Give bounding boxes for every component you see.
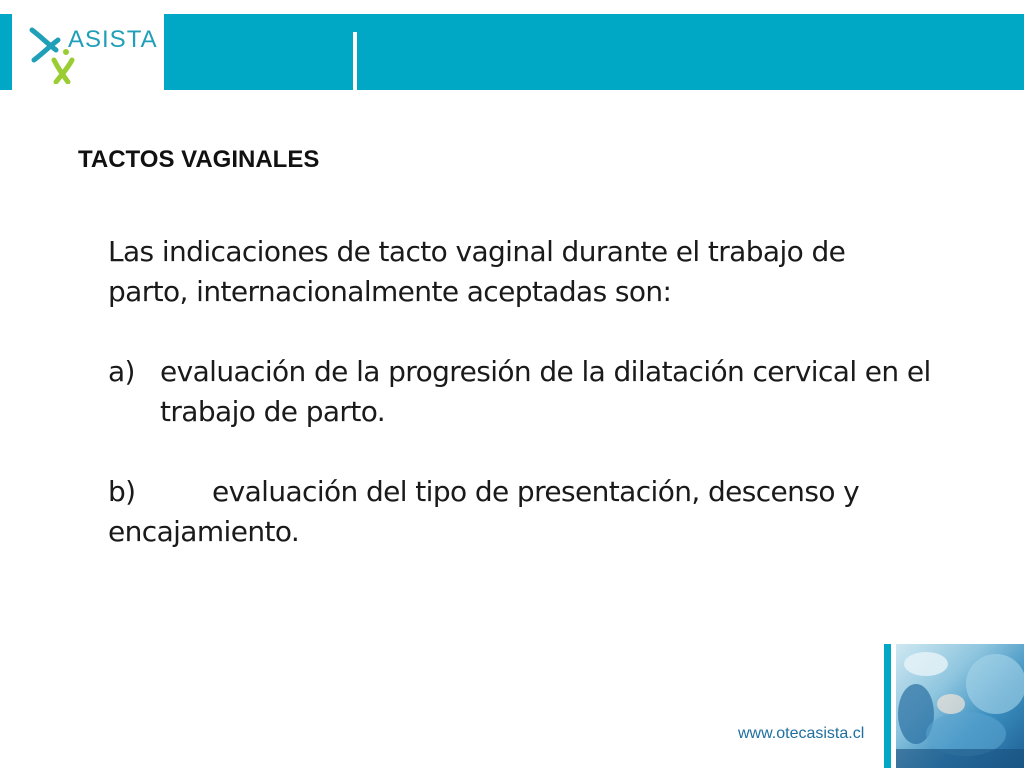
list-item-a bbox=[108, 352, 938, 432]
list-marker-b: b) bbox=[108, 475, 136, 508]
list-text-b: evaluación del tipo de presentación, descenso y bbox=[212, 475, 860, 508]
list-item-b bbox=[108, 472, 938, 512]
intro-line-1: Las indicaciones de tacto vaginal durante el trabajo de bbox=[108, 235, 846, 268]
slide-title: TACTOS VAGINALES bbox=[78, 146, 320, 173]
list-text-a: evaluación de la progresión de la dilatación cervical en el trabajo de parto. bbox=[160, 355, 931, 428]
surgery-photo-icon bbox=[896, 644, 1024, 768]
header-divider bbox=[353, 32, 357, 90]
logo-text: ASISTA bbox=[68, 26, 158, 53]
left-accent-strip bbox=[0, 14, 12, 90]
footer-url: www.otecasista.cl bbox=[738, 725, 865, 742]
photo-accent-bar bbox=[884, 644, 891, 768]
header-bar bbox=[164, 14, 1024, 90]
list-marker-a: a) bbox=[108, 355, 135, 388]
surgery-photo bbox=[896, 644, 1024, 768]
intro-line-2: parto, internacionalmente aceptadas son: bbox=[108, 275, 672, 308]
slide-body bbox=[108, 232, 938, 552]
logo bbox=[12, 14, 162, 90]
list-text-b-cont: encajamiento. bbox=[108, 515, 300, 548]
